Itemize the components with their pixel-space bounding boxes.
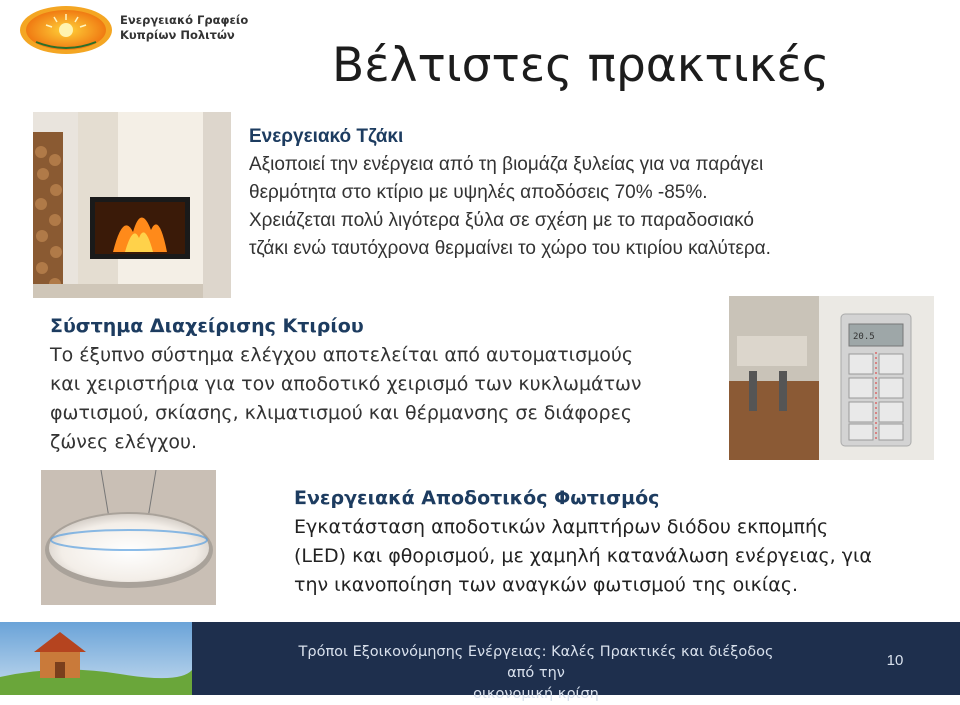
fireplace-line-1: Αξιοποιεί την ενέργεια από τη βιομάζα ξυλείας για να παράγει — [249, 154, 764, 175]
logo-text — [120, 13, 248, 43]
footer-line-2: οικονομική κρίση — [473, 686, 599, 702]
lighting-section — [294, 484, 934, 600]
sun-logo-icon — [18, 4, 118, 56]
bms-heading: Σύστημα Διαχείρισης Κτιρίου — [50, 315, 364, 337]
bms-line-4: ζώνες ελέγχου. — [50, 431, 197, 453]
logo-line-2: Κυπρίων Πολιτών — [120, 28, 235, 42]
bms-line-2: και χειριστήρια για τον αποδοτικό χειρισμό των κυκλωμάτων — [50, 373, 642, 395]
slide-title: Βέλτιστες πρακτικές — [332, 38, 830, 93]
fireplace-heading: Ενεργειακό Τζάκι — [249, 126, 404, 147]
lighting-line-1: Εγκατάσταση αποδοτικών λαμπτήρων διόδου εκπομπής — [294, 516, 829, 538]
led-lamp-image — [41, 470, 216, 605]
svg-text:20.5: 20.5 — [853, 332, 875, 342]
logo-line-1: Ενεργειακό Γραφείο — [120, 13, 249, 27]
lighting-heading: Ενεργειακά Αποδοτικός Φωτισμός — [294, 487, 660, 509]
lighting-line-2: (LED) και φθορισμού, με χαμηλή κατανάλωση ενέργειας, για — [294, 545, 872, 567]
fireplace-line-3: Χρειάζεται πολύ λιγότερα ξύλα σε σχέση με το παραδοσιακό — [249, 210, 754, 231]
lighting-line-3: την ικανοποίηση των αναγκών φωτισμού της οικίας. — [294, 574, 799, 596]
footer-house-image — [0, 622, 192, 695]
fireplace-line-4: τζάκι ενώ ταυτόχρονα θερμαίνει το χώρο του κτιρίου καλύτερα. — [249, 238, 771, 259]
footer-line-1: Τρόποι Εξοικονόμησης Ενέργειας: Καλές Πρακτικές και διέξοδος από την — [298, 644, 774, 681]
bms-line-1: Το έξυπνο σύστημα ελέγχου αποτελείται από αυτοματισμούς — [50, 344, 633, 366]
control-panel-image — [729, 296, 934, 460]
fireplace-image — [33, 112, 231, 298]
bms-line-3: φωτισμού, σκίασης, κλιματισμού και θέρμανσης σε διάφορες — [50, 402, 633, 424]
fireplace-section — [249, 123, 869, 263]
page-number: 10 — [886, 652, 904, 669]
fireplace-line-2: θερμότητα στο κτίριο με υψηλές αποδόσεις 70% -85%. — [249, 182, 708, 203]
footer-caption — [286, 642, 786, 705]
bms-section — [50, 312, 710, 457]
